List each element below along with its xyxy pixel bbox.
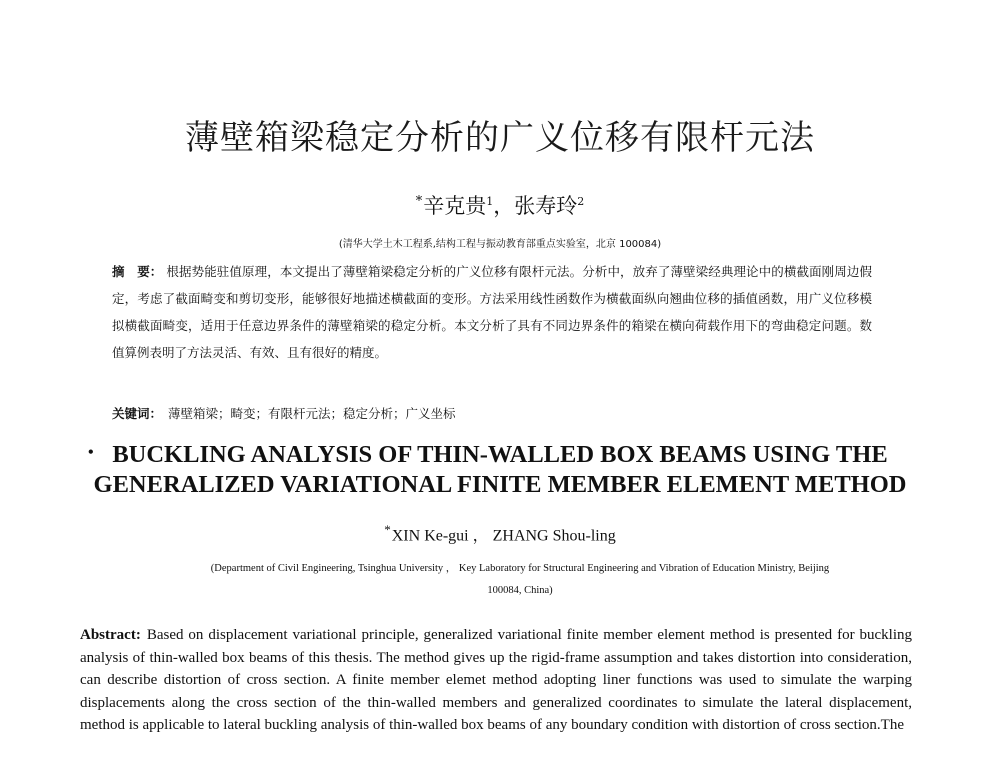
english-affiliation [130,558,910,602]
english-title [0,440,1000,500]
chinese-keywords-text: 薄壁箱梁；畸变；有限杆元法；稳定分析；广义坐标 [168,406,456,421]
chinese-author-1-superscript: 1 [486,195,494,208]
chinese-author-2: 张寿玲 [514,194,578,218]
english-abstract-text: Based on displacement variational principle, generalized variational finite member element method is presented for buckling analysis of thin-walled box beams of this thesis. The method gives up the rigid-frame assumption and takes distortion into consideration, can describe distortion of cross section. A finite member elemet method adopting liner functions was used to simulate the warping displacements along the cross section of the thin-walled members and generalized coordinates to simulate the lateral displacement, method is applicable to lateral buckling analysis of thin-walled box beams of any boundary condition with distortion of cross section.The [80,627,912,733]
chinese-affiliation: (清华大学土木工程系,结构工程与振动教育部重点实验室，北京 100084) [338,239,662,250]
english-title-line-1: BUCKLING ANALYSIS OF THIN-WALLED BOX BEAMS USING THE [112,441,888,468]
english-affiliation-line-2: 100084, China) [487,585,553,596]
chinese-abstract [112,258,872,366]
title-bullet: • [88,444,94,461]
english-author-asterisk: * [384,522,391,537]
english-title-line-2: GENERALIZED VARIATIONAL FINITE MEMBER ELEMENT METHOD [93,471,907,498]
english-authors [0,522,1000,545]
english-authors-text: XIN Ke-gui ， ZHANG Shou-ling [391,527,616,545]
english-abstract-label: Abstract: [80,627,141,643]
author-asterisk: * [415,194,423,209]
chinese-title: 薄壁箱梁稳定分析的广义位移有限杆元法 [185,118,815,158]
chinese-author-2-superscript: 2 [577,195,585,208]
chinese-authors [0,190,1000,220]
chinese-author-1: 辛克贵 [423,194,487,218]
chinese-abstract-text: 根据势能驻值原理，本文提出了薄壁箱梁稳定分析的广义位移有限杆元法。分析中，放弃了薄壁梁经典理论中的横截面刚周边假定，考虑了截面畸变和剪切变形，能够很好地描述横截面的变形。方法采用线性函数作为横截面纵向翘曲位移的插值函数，用广义位移模拟横截面畸变，适用于任意边界条件的薄壁箱梁的稳定分析。本文分析了具有不同边界条件的箱梁在横向荷载作用下的弯曲稳定问题。数值算例表明了方法灵活、有效、且有很好的精度。 [112,264,872,360]
chinese-abstract-label: 摘 要： [112,264,163,279]
author-separator: ， [493,194,515,218]
english-affiliation-line-1: (Department of Civil Engineering, Tsinghua University ， Key Laboratory for Structural Engineering and Vibration of Education Ministry, Beijing [210,563,830,574]
chinese-keywords-label: 关键词： [112,406,163,421]
english-abstract [80,624,912,737]
chinese-keywords [112,404,872,422]
